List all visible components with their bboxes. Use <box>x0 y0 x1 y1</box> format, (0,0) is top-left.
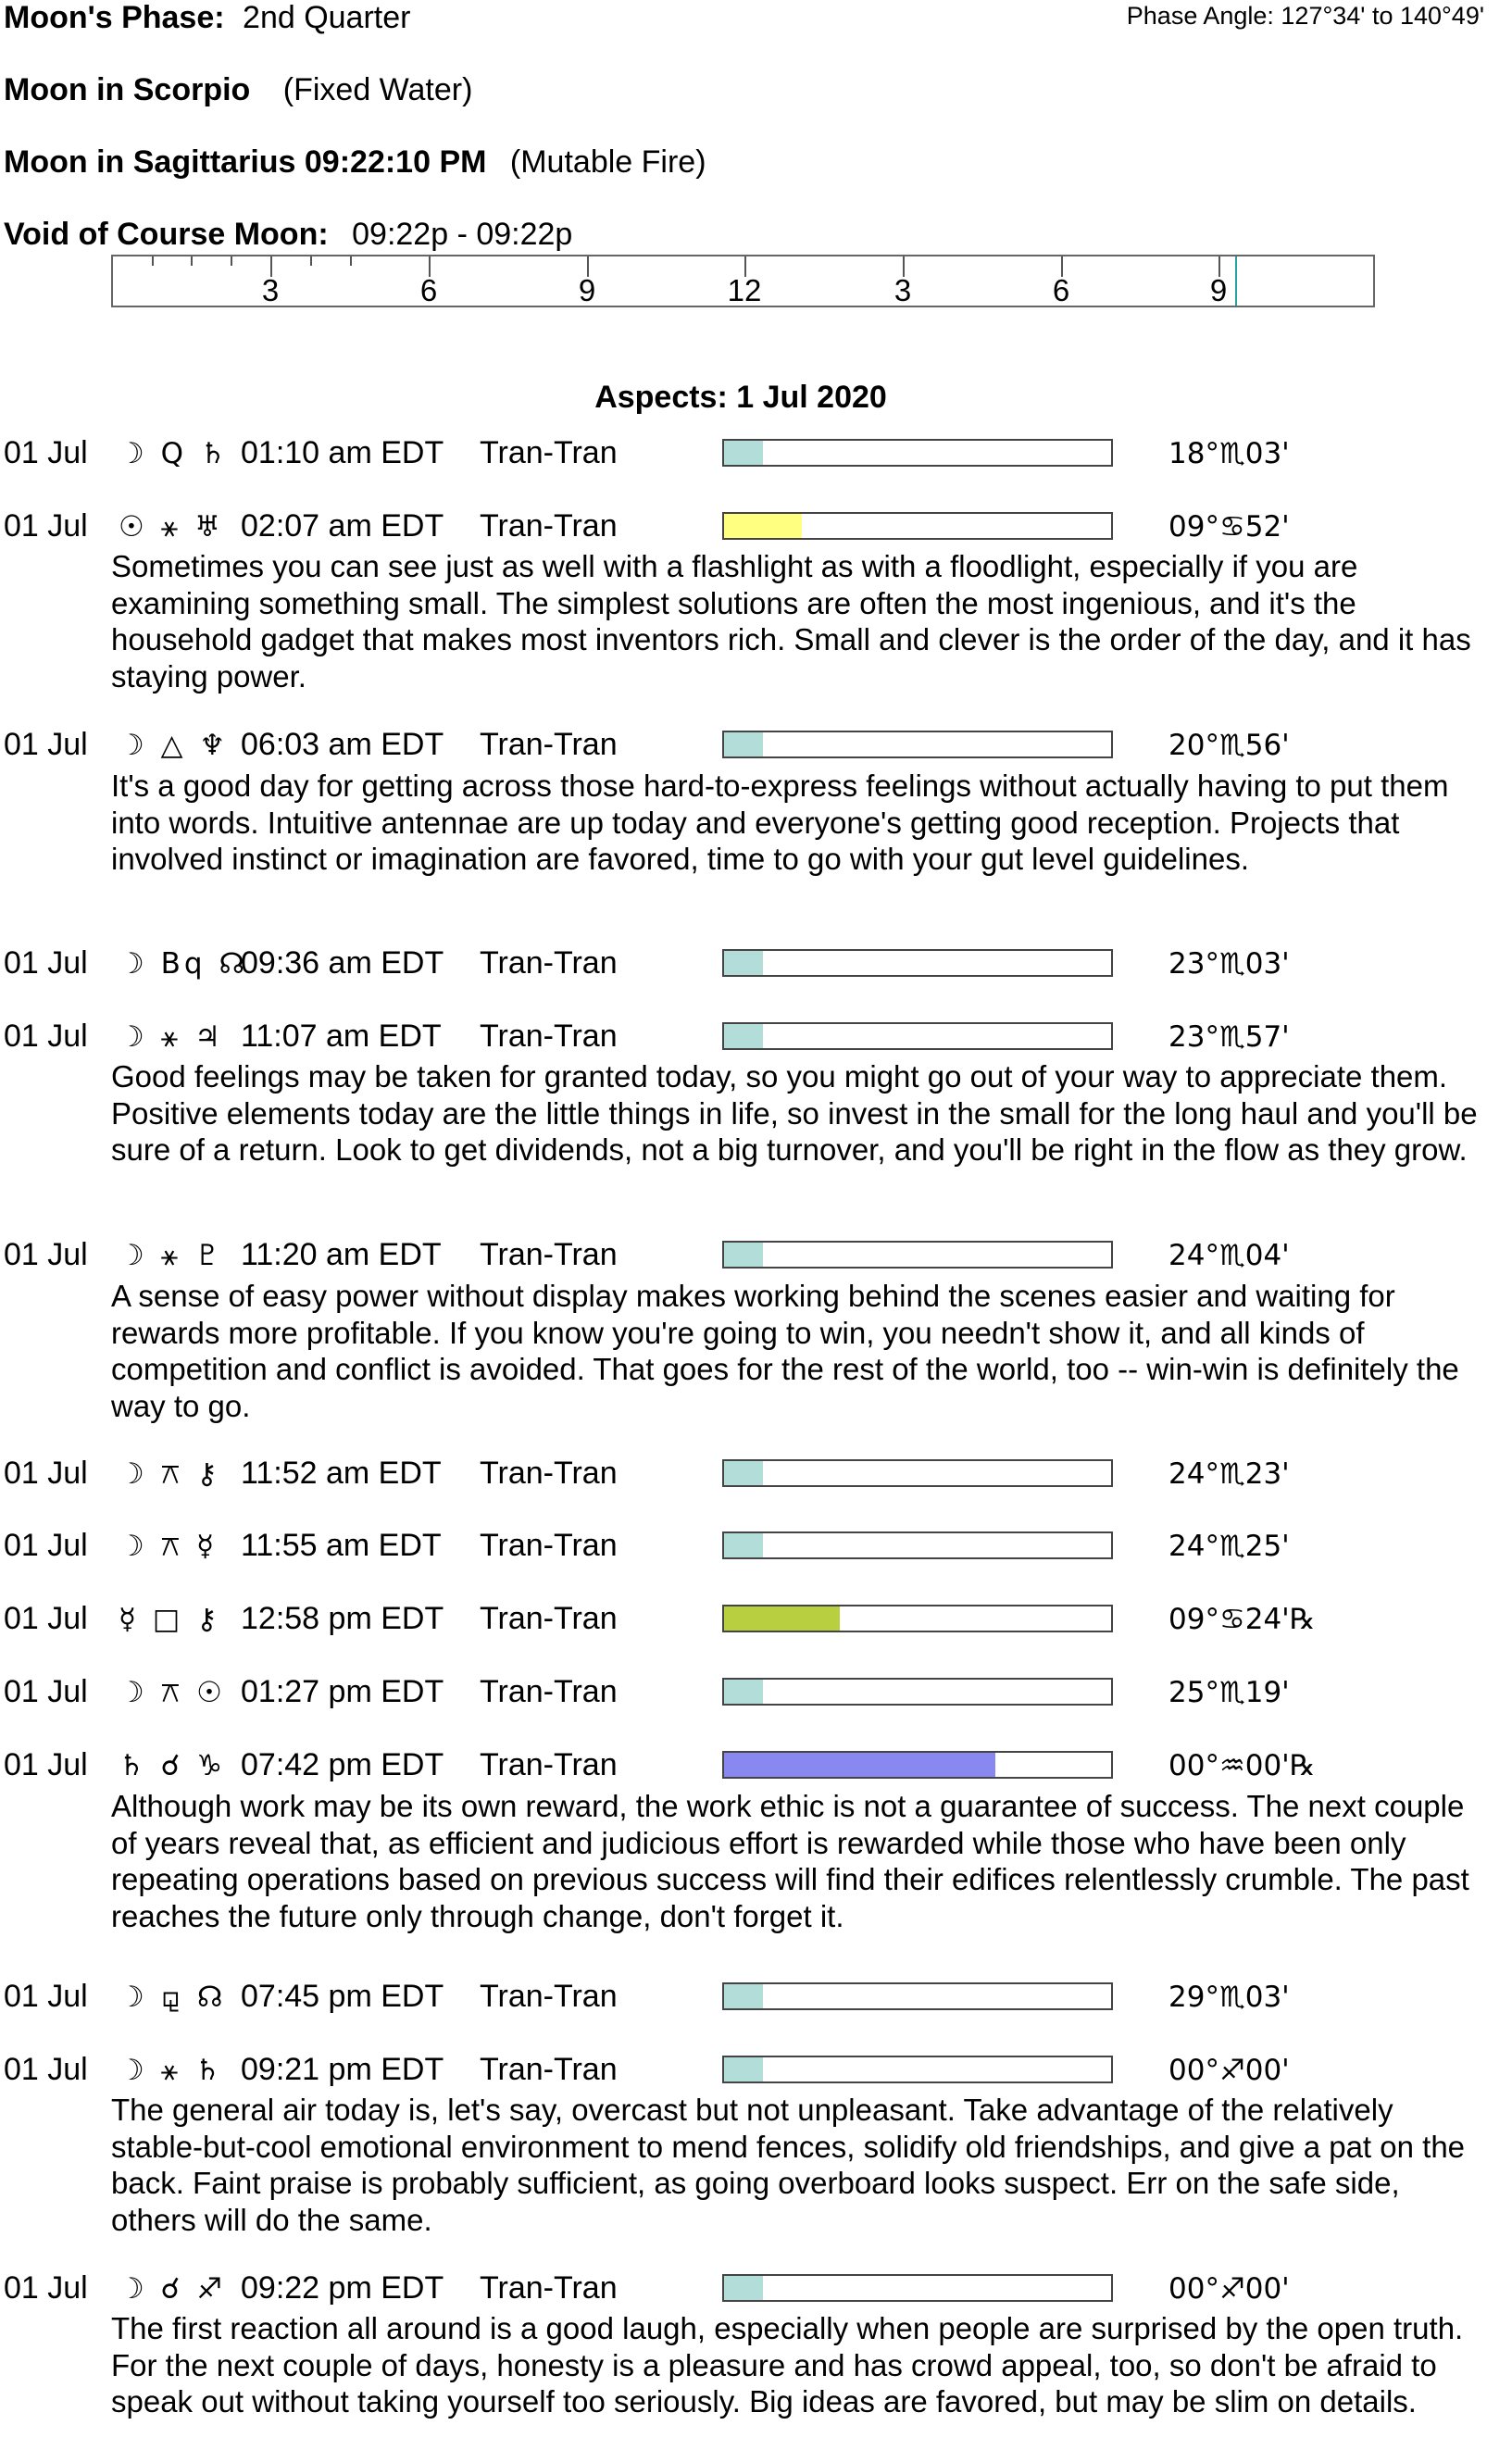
aspect-date: 01 Jul <box>4 1674 88 1709</box>
aspect-type: Tran-Tran <box>480 1237 618 1272</box>
aspect-time: 02:07 am EDT <box>241 508 444 544</box>
moon-phase-label: Moon's Phase: <box>4 0 225 35</box>
timeline-label: 9 <box>1209 273 1228 307</box>
aspect-row <box>0 1747 1512 1788</box>
aspect-time: 11:20 am EDT <box>241 1237 442 1272</box>
void-of-course-line <box>4 217 572 253</box>
aspect-degree: 18°♏03' <box>1168 437 1290 470</box>
aspect-glyphs: ☽ ⚻ ⚷ <box>119 1457 221 1491</box>
aspect-type: Tran-Tran <box>480 945 618 981</box>
aspect-degree: 23°♏03' <box>1168 947 1290 981</box>
timeline-tick <box>350 256 352 266</box>
aspect-time: 09:36 am EDT <box>241 945 444 981</box>
timeline-label: 9 <box>578 273 596 307</box>
moon-sign-1: Moon in Scorpio <box>4 72 251 107</box>
aspect-strength-bar <box>722 512 1113 540</box>
aspect-glyphs: ☽ ⚹ ♇ <box>119 1239 224 1272</box>
aspect-date: 01 Jul <box>4 1747 88 1782</box>
aspect-time: 01:27 pm EDT <box>241 1674 444 1709</box>
moon-sign-2: Moon in Sagittarius 09:22:10 PM <box>4 144 487 180</box>
aspect-glyphs: ☽ Q ♄ <box>119 437 230 470</box>
aspect-strength-bar <box>722 1982 1113 2010</box>
aspect-strength-fill <box>724 1024 763 1048</box>
aspect-row <box>0 2052 1512 2093</box>
aspect-type: Tran-Tran <box>480 1528 618 1563</box>
aspect-time: 01:10 am EDT <box>241 435 444 470</box>
aspect-date: 01 Jul <box>4 727 88 762</box>
aspect-date: 01 Jul <box>4 2052 88 2087</box>
aspect-strength-bar <box>722 439 1113 467</box>
aspect-date: 01 Jul <box>4 508 88 544</box>
aspect-description: Sometimes you can see just as well with a flashlight as with a floodlight, especially if you are examining something small. The simplest solutions are often the most ingenious, and it's the household gadget that makes most inventors rich. Small and clever is the order of the day, and it has staying power. <box>111 549 1471 694</box>
aspect-glyphs: ☽ ☌ ♐ <box>119 2272 227 2306</box>
phase-angle: Phase Angle: 127°34' to 140°49' <box>1126 2 1484 30</box>
aspect-strength-bar <box>722 2274 1113 2302</box>
aspect-time: 09:22 pm EDT <box>241 2270 444 2306</box>
timeline-label: 6 <box>419 273 438 307</box>
aspect-description: Good feelings may be taken for granted today, so you might go out of your way to appreciate them. Positive elements today are the little things in life, so invest in the small for the long haul and you'll be sure of a return. Look to get dividends, not a big turnover, and you'll be right in the flow as they grow. <box>111 1059 1478 1167</box>
aspect-row <box>0 1237 1512 1278</box>
timeline-label: 3 <box>261 273 280 307</box>
moon-sign-line-1 <box>4 72 472 108</box>
aspect-date: 01 Jul <box>4 1237 88 1272</box>
aspect-degree: 24°♏25' <box>1168 1530 1290 1563</box>
aspect-date: 01 Jul <box>4 435 88 470</box>
aspect-strength-bar <box>722 1605 1113 1632</box>
aspect-row <box>0 508 1512 549</box>
aspect-glyphs: ☽ ⚹ ♄ <box>119 2054 224 2087</box>
aspect-degree: 25°♏19' <box>1168 1676 1290 1709</box>
aspect-strength-bar <box>722 1751 1113 1779</box>
aspect-degree: 24°♏04' <box>1168 1239 1290 1272</box>
aspect-glyphs: ☽ Bq ☊ <box>119 947 248 981</box>
aspect-time: 12:58 pm EDT <box>241 1601 444 1636</box>
aspect-type: Tran-Tran <box>480 1456 618 1491</box>
aspect-time: 09:21 pm EDT <box>241 2052 444 2087</box>
aspect-degree: 00°♐00' <box>1168 2054 1290 2087</box>
aspect-date: 01 Jul <box>4 2270 88 2306</box>
aspect-strength-fill <box>724 1753 995 1777</box>
aspect-row <box>0 2270 1512 2311</box>
aspect-description: The general air today is, let's say, overcast but not unpleasant. Take advantage of the relatively stable-but-cool emotional environment to mend fences, solidify old friendships, and give a pat on the back. Faint praise is probably sufficient, as going overboard looks suspect. Err on the safe side, others will do the same. <box>111 2093 1466 2237</box>
aspect-strength-bar <box>722 949 1113 977</box>
aspect-date: 01 Jul <box>4 1979 88 2014</box>
aspect-description: The first reaction all around is a good laugh, especially when people are surprised by the open truth. For the next couple of days, honesty is a pleasure and has crowd appeal, too, so don't be afraid to speak out without taking yourself too seriously. Big ideas are favored, but may be slim on details. <box>111 2311 1464 2419</box>
aspect-strength-bar <box>722 731 1113 758</box>
aspect-row <box>0 1979 1512 2019</box>
aspect-row <box>0 1674 1512 1715</box>
aspect-date: 01 Jul <box>4 1456 88 1491</box>
aspect-date: 01 Jul <box>4 1528 88 1563</box>
aspect-degree: 29°♏03' <box>1168 1981 1290 2014</box>
aspect-strength-fill <box>724 2276 763 2300</box>
aspect-date: 01 Jul <box>4 1601 88 1636</box>
aspect-date: 01 Jul <box>4 945 88 981</box>
aspect-row <box>0 1528 1512 1569</box>
aspect-degree: 23°♏57' <box>1168 1020 1290 1054</box>
aspect-degree: 20°♏56' <box>1168 729 1290 762</box>
timeline-tick <box>152 256 154 266</box>
aspect-strength-fill <box>724 1984 763 2008</box>
aspect-type: Tran-Tran <box>480 1019 618 1054</box>
aspect-type: Tran-Tran <box>480 2270 618 2306</box>
aspect-glyphs: ☉ ⚹ ♅ <box>119 510 224 544</box>
aspect-degree: 09°♋24'℞ <box>1168 1603 1316 1636</box>
aspect-glyphs: ☽ ⚼ ☊ <box>119 1981 227 2014</box>
aspect-degree: 09°♋52' <box>1168 510 1290 544</box>
aspect-strength-fill <box>724 514 802 538</box>
aspect-degree: 24°♏23' <box>1168 1457 1290 1491</box>
moon-sign-1-desc: (Fixed Water) <box>282 72 473 107</box>
aspect-type: Tran-Tran <box>480 435 618 470</box>
aspect-strength-fill <box>724 2057 763 2081</box>
moon-sign-2-desc: (Mutable Fire) <box>509 144 706 180</box>
aspect-glyphs: ☽ △ ♆ <box>119 729 230 762</box>
aspect-type: Tran-Tran <box>480 1674 618 1709</box>
timeline-label: 12 <box>727 273 762 307</box>
aspect-strength-bar <box>722 2056 1113 2083</box>
aspect-time: 07:42 pm EDT <box>241 1747 444 1782</box>
moon-sign-line-2 <box>4 144 706 181</box>
moon-phase-value: 2nd Quarter <box>243 0 411 35</box>
aspect-glyphs: ☽ ⚹ ♃ <box>119 1020 224 1054</box>
aspect-time: 11:52 am EDT <box>241 1456 442 1491</box>
aspects-title: Aspects: 1 Jul 2020 <box>594 380 887 415</box>
aspect-type: Tran-Tran <box>480 727 618 762</box>
aspect-type: Tran-Tran <box>480 1979 618 2014</box>
day-timeline <box>111 255 1375 307</box>
aspect-row <box>0 1456 1512 1496</box>
aspect-row <box>0 1019 1512 1059</box>
aspect-glyphs: ☽ ⚻ ☿ <box>119 1530 219 1563</box>
aspect-strength-bar <box>722 1459 1113 1487</box>
aspect-strength-bar <box>722 1531 1113 1559</box>
aspect-glyphs: ☿ □ ⚷ <box>119 1603 221 1636</box>
timeline-tick <box>191 256 193 266</box>
aspect-strength-fill <box>724 951 763 975</box>
aspect-description: It's a good day for getting across those hard-to-express feelings without actually having to put them into words. Intuitive antennae are up today and everyone's getting good reception. Projects that involved instinct or imagination are favored, time to go with your gut level guidelines. <box>111 769 1449 876</box>
aspect-type: Tran-Tran <box>480 508 618 544</box>
aspect-glyphs: ☽ ⚻ ☉ <box>119 1676 226 1709</box>
aspect-strength-fill <box>724 1533 763 1557</box>
aspect-row <box>0 435 1512 476</box>
aspect-row <box>0 945 1512 986</box>
aspect-strength-bar <box>722 1678 1113 1706</box>
aspect-time: 11:55 am EDT <box>241 1528 442 1563</box>
moon-phase-line <box>4 0 410 36</box>
aspect-strength-fill <box>724 441 763 465</box>
aspect-type: Tran-Tran <box>480 1601 618 1636</box>
aspect-description: Although work may be its own reward, the work ethic is not a guarantee of success. The next couple of years reveal that, as efficient and judicious effort is rewarded while those who have been only repeating operations based on previous success will find their edifices relentlessly crumble. The past reaches the future only through change, don't forget it. <box>111 1789 1469 1933</box>
aspect-strength-fill <box>724 732 763 756</box>
aspect-strength-fill <box>724 1461 763 1485</box>
aspect-time: 06:03 am EDT <box>241 727 444 762</box>
timeline-label: 6 <box>1052 273 1070 307</box>
aspect-glyphs: ♄ ☌ ♑ <box>119 1749 227 1782</box>
timeline-tick <box>231 256 232 266</box>
void-of-course-label: Void of Course Moon: <box>4 217 329 252</box>
aspect-time: 07:45 pm EDT <box>241 1979 444 2014</box>
aspect-description: A sense of easy power without display makes working behind the scenes easier and waiting for rewards more profitable. If you know you're going to win, you needn't show it, and all kinds of competition and conflict is avoided. That goes for the rest of the world, too -- win-win is definitely the way to go. <box>111 1279 1459 1423</box>
aspect-time: 11:07 am EDT <box>241 1019 442 1054</box>
aspect-strength-bar <box>722 1022 1113 1050</box>
aspect-row <box>0 1601 1512 1642</box>
aspect-degree: 00°♒00'℞ <box>1168 1749 1316 1782</box>
timeline-tick <box>310 256 312 266</box>
timeline-label: 3 <box>893 273 912 307</box>
aspect-type: Tran-Tran <box>480 2052 618 2087</box>
void-of-course-marker <box>1235 256 1237 306</box>
void-of-course-value: 09:22p - 09:22p <box>352 217 573 252</box>
aspect-strength-fill <box>724 1606 840 1631</box>
aspect-type: Tran-Tran <box>480 1747 618 1782</box>
aspect-strength-fill <box>724 1243 763 1267</box>
aspect-row <box>0 727 1512 768</box>
aspect-date: 01 Jul <box>4 1019 88 1054</box>
aspect-strength-bar <box>722 1241 1113 1269</box>
aspect-degree: 00°♐00' <box>1168 2272 1290 2306</box>
aspect-strength-fill <box>724 1680 763 1704</box>
